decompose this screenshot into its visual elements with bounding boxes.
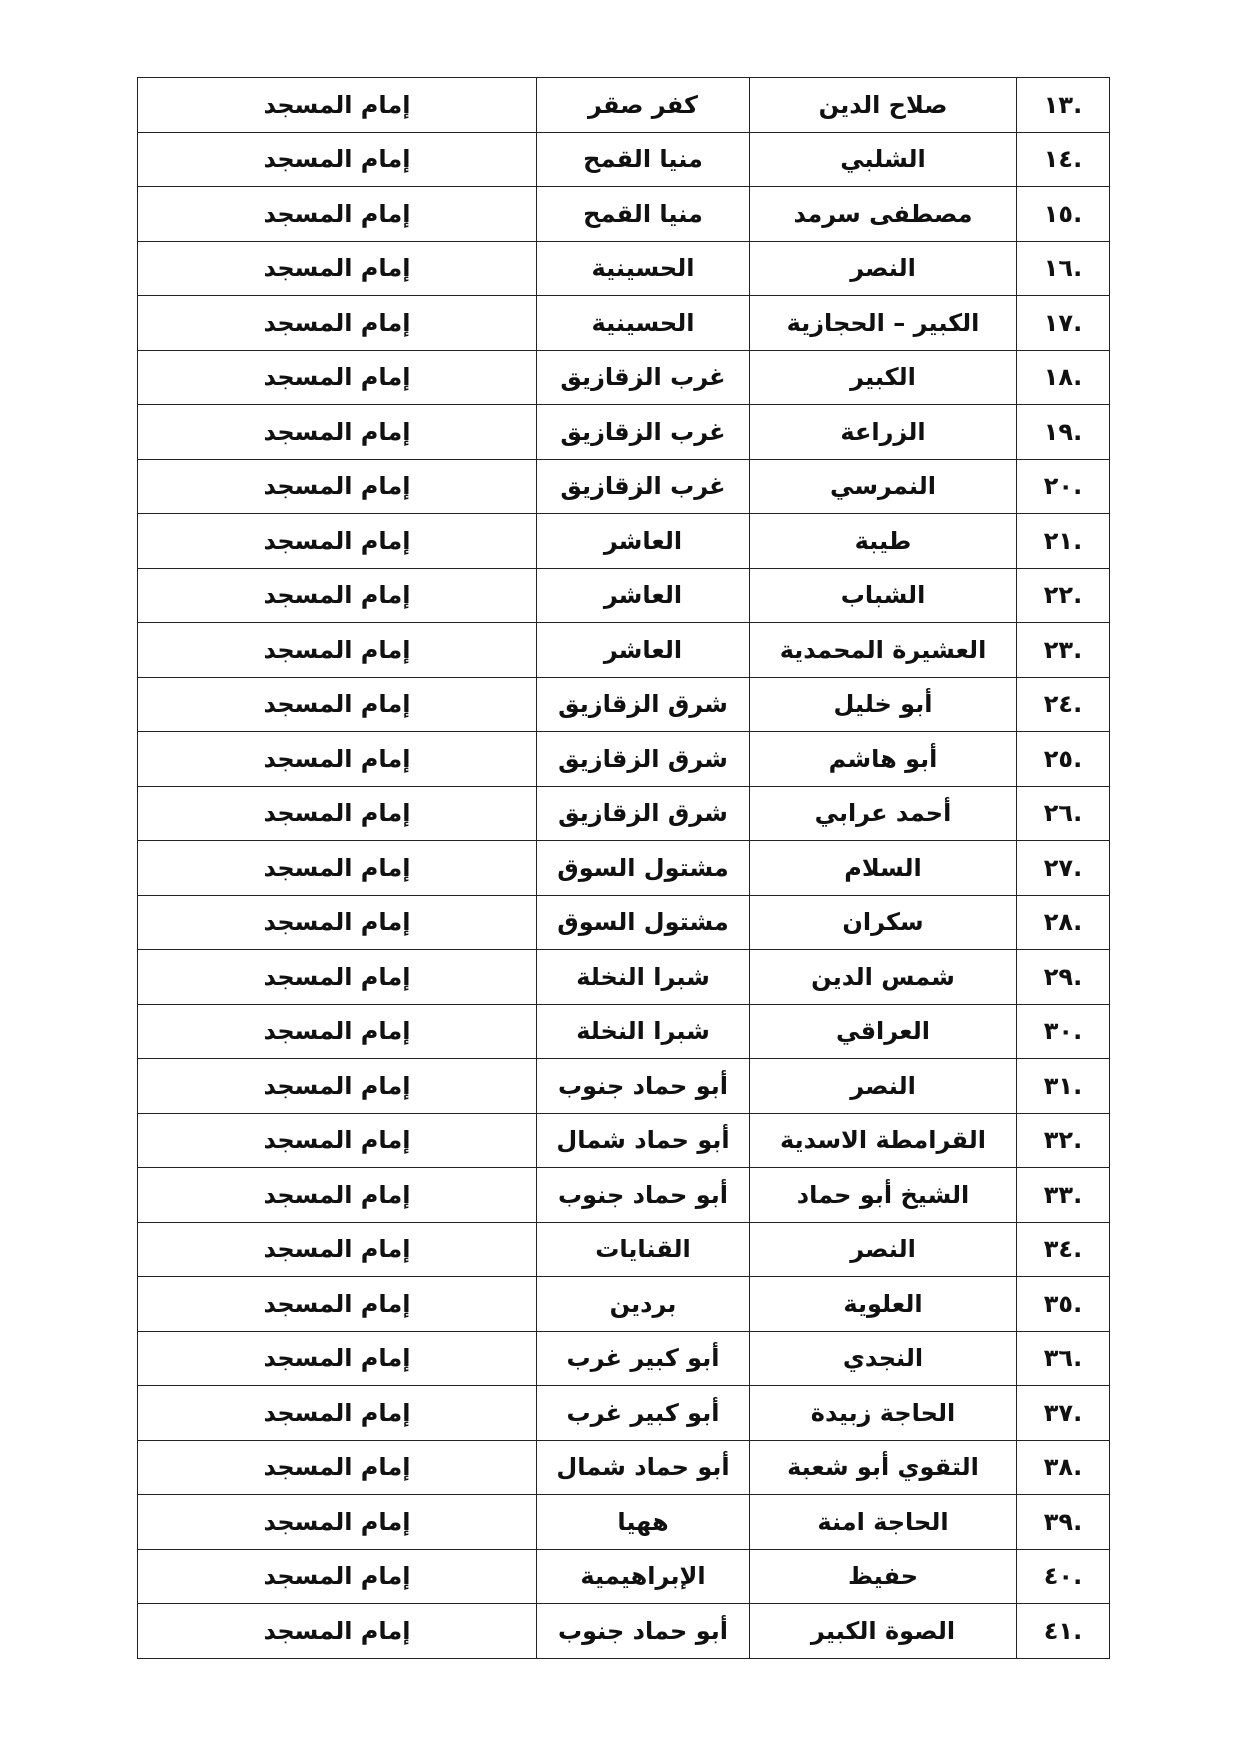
table-row bbox=[138, 78, 1110, 133]
role-cell: إمام المسجد bbox=[138, 1386, 537, 1441]
location-cell: غرب الزقازيق bbox=[537, 405, 750, 460]
mosque-name-cell: صلاح الدين bbox=[750, 78, 1017, 133]
row-number-cell: .٤٠ bbox=[1017, 1549, 1110, 1604]
role-cell: إمام المسجد bbox=[138, 78, 537, 133]
role-cell: إمام المسجد bbox=[138, 786, 537, 841]
row-number-cell: .٢٨ bbox=[1017, 895, 1110, 950]
role-cell: إمام المسجد bbox=[138, 841, 537, 896]
table-row bbox=[138, 459, 1110, 514]
role-cell: إمام المسجد bbox=[138, 241, 537, 296]
table-row bbox=[138, 405, 1110, 460]
role-cell: إمام المسجد bbox=[138, 1059, 537, 1114]
role-cell: إمام المسجد bbox=[138, 895, 537, 950]
mosque-name-cell: العلوية bbox=[750, 1277, 1017, 1332]
mosque-name-cell: النمرسي bbox=[750, 459, 1017, 514]
row-number-cell: .٢٢ bbox=[1017, 568, 1110, 623]
mosque-name-cell: العشيرة المحمدية bbox=[750, 623, 1017, 678]
mosque-name-cell: سكران bbox=[750, 895, 1017, 950]
role-cell: إمام المسجد bbox=[138, 732, 537, 787]
table-row bbox=[138, 132, 1110, 187]
table-row bbox=[138, 1331, 1110, 1386]
location-cell: أبو حماد جنوب bbox=[537, 1168, 750, 1223]
row-number-cell: .١٩ bbox=[1017, 405, 1110, 460]
location-cell: أبو حماد جنوب bbox=[537, 1059, 750, 1114]
role-cell: إمام المسجد bbox=[138, 623, 537, 678]
mosque-name-cell: التقوي أبو شعبة bbox=[750, 1440, 1017, 1495]
document-page bbox=[137, 77, 1105, 1659]
table-row bbox=[138, 1440, 1110, 1495]
location-cell: مشتول السوق bbox=[537, 841, 750, 896]
row-number-cell: .١٧ bbox=[1017, 296, 1110, 351]
table-row bbox=[138, 350, 1110, 405]
row-number-cell: .٣٢ bbox=[1017, 1113, 1110, 1168]
row-number-cell: .١٦ bbox=[1017, 241, 1110, 296]
table-row bbox=[138, 241, 1110, 296]
role-cell: إمام المسجد bbox=[138, 187, 537, 242]
mosque-name-cell: الكبير bbox=[750, 350, 1017, 405]
table-body bbox=[138, 78, 1110, 1659]
table-row bbox=[138, 568, 1110, 623]
table-row bbox=[138, 1277, 1110, 1332]
location-cell: أبو حماد جنوب bbox=[537, 1604, 750, 1659]
table-row bbox=[138, 732, 1110, 787]
mosque-name-cell: النصر bbox=[750, 1059, 1017, 1114]
mosque-name-cell: الصوة الكبير bbox=[750, 1604, 1017, 1659]
table-row bbox=[138, 950, 1110, 1005]
row-number-cell: .٢٤ bbox=[1017, 677, 1110, 732]
mosque-name-cell: حفيظ bbox=[750, 1549, 1017, 1604]
mosque-name-cell: السلام bbox=[750, 841, 1017, 896]
role-cell: إمام المسجد bbox=[138, 568, 537, 623]
location-cell: منيا القمح bbox=[537, 187, 750, 242]
row-number-cell: .٣٤ bbox=[1017, 1222, 1110, 1277]
mosque-name-cell: أبو هاشم bbox=[750, 732, 1017, 787]
row-number-cell: .٣١ bbox=[1017, 1059, 1110, 1114]
role-cell: إمام المسجد bbox=[138, 1277, 537, 1332]
role-cell: إمام المسجد bbox=[138, 296, 537, 351]
table-row bbox=[138, 1168, 1110, 1223]
row-number-cell: .٣٩ bbox=[1017, 1495, 1110, 1550]
row-number-cell: .٣٨ bbox=[1017, 1440, 1110, 1495]
location-cell: أبو حماد شمال bbox=[537, 1113, 750, 1168]
role-cell: إمام المسجد bbox=[138, 514, 537, 569]
location-cell: مشتول السوق bbox=[537, 895, 750, 950]
table-row bbox=[138, 1004, 1110, 1059]
table-row bbox=[138, 1495, 1110, 1550]
table-row bbox=[138, 1386, 1110, 1441]
row-number-cell: .٣٣ bbox=[1017, 1168, 1110, 1223]
table-row bbox=[138, 895, 1110, 950]
row-number-cell: .١٥ bbox=[1017, 187, 1110, 242]
imams-table bbox=[137, 77, 1110, 1659]
location-cell: منيا القمح bbox=[537, 132, 750, 187]
location-cell: العاشر bbox=[537, 514, 750, 569]
location-cell: غرب الزقازيق bbox=[537, 459, 750, 514]
location-cell: شبرا النخلة bbox=[537, 1004, 750, 1059]
row-number-cell: .٣٧ bbox=[1017, 1386, 1110, 1441]
role-cell: إمام المسجد bbox=[138, 405, 537, 460]
location-cell: العاشر bbox=[537, 623, 750, 678]
table-row bbox=[138, 1222, 1110, 1277]
location-cell: أبو حماد شمال bbox=[537, 1440, 750, 1495]
mosque-name-cell: أحمد عرابي bbox=[750, 786, 1017, 841]
role-cell: إمام المسجد bbox=[138, 1549, 537, 1604]
row-number-cell: .٣٥ bbox=[1017, 1277, 1110, 1332]
mosque-name-cell: طيبة bbox=[750, 514, 1017, 569]
role-cell: إمام المسجد bbox=[138, 132, 537, 187]
role-cell: إمام المسجد bbox=[138, 1440, 537, 1495]
mosque-name-cell: القرامطة الاسدية bbox=[750, 1113, 1017, 1168]
mosque-name-cell: أبو خليل bbox=[750, 677, 1017, 732]
row-number-cell: .٣٠ bbox=[1017, 1004, 1110, 1059]
row-number-cell: .٢٧ bbox=[1017, 841, 1110, 896]
role-cell: إمام المسجد bbox=[138, 1168, 537, 1223]
role-cell: إمام المسجد bbox=[138, 1004, 537, 1059]
row-number-cell: .٣٦ bbox=[1017, 1331, 1110, 1386]
mosque-name-cell: الشلبي bbox=[750, 132, 1017, 187]
row-number-cell: .٢٦ bbox=[1017, 786, 1110, 841]
location-cell: القنايات bbox=[537, 1222, 750, 1277]
role-cell: إمام المسجد bbox=[138, 1495, 537, 1550]
row-number-cell: .١٣ bbox=[1017, 78, 1110, 133]
mosque-name-cell: النجدي bbox=[750, 1331, 1017, 1386]
row-number-cell: .٢٩ bbox=[1017, 950, 1110, 1005]
row-number-cell: .٤١ bbox=[1017, 1604, 1110, 1659]
role-cell: إمام المسجد bbox=[138, 677, 537, 732]
location-cell: الحسينية bbox=[537, 296, 750, 351]
location-cell: ههيا bbox=[537, 1495, 750, 1550]
location-cell: كفر صقر bbox=[537, 78, 750, 133]
table-row bbox=[138, 514, 1110, 569]
location-cell: شرق الزقازيق bbox=[537, 786, 750, 841]
role-cell: إمام المسجد bbox=[138, 1604, 537, 1659]
table-row bbox=[138, 1549, 1110, 1604]
row-number-cell: .٢٠ bbox=[1017, 459, 1110, 514]
table-row bbox=[138, 841, 1110, 896]
role-cell: إمام المسجد bbox=[138, 1222, 537, 1277]
role-cell: إمام المسجد bbox=[138, 459, 537, 514]
table-row bbox=[138, 296, 1110, 351]
row-number-cell: .٢١ bbox=[1017, 514, 1110, 569]
mosque-name-cell: الحاجة زبيدة bbox=[750, 1386, 1017, 1441]
location-cell: أبو كبير غرب bbox=[537, 1386, 750, 1441]
location-cell: شرق الزقازيق bbox=[537, 732, 750, 787]
table-row bbox=[138, 187, 1110, 242]
mosque-name-cell: الحاجة امنة bbox=[750, 1495, 1017, 1550]
row-number-cell: .١٤ bbox=[1017, 132, 1110, 187]
mosque-name-cell: شمس الدين bbox=[750, 950, 1017, 1005]
location-cell: شرق الزقازيق bbox=[537, 677, 750, 732]
location-cell: الإبراهيمية bbox=[537, 1549, 750, 1604]
table-row bbox=[138, 1113, 1110, 1168]
location-cell: أبو كبير غرب bbox=[537, 1331, 750, 1386]
mosque-name-cell: النصر bbox=[750, 1222, 1017, 1277]
location-cell: شبرا النخلة bbox=[537, 950, 750, 1005]
location-cell: غرب الزقازيق bbox=[537, 350, 750, 405]
mosque-name-cell: مصطفى سرمد bbox=[750, 187, 1017, 242]
table-row bbox=[138, 786, 1110, 841]
table-row bbox=[138, 623, 1110, 678]
mosque-name-cell: العراقي bbox=[750, 1004, 1017, 1059]
mosque-name-cell: الشيخ أبو حماد bbox=[750, 1168, 1017, 1223]
mosque-name-cell: الشباب bbox=[750, 568, 1017, 623]
row-number-cell: .٢٥ bbox=[1017, 732, 1110, 787]
mosque-name-cell: الزراعة bbox=[750, 405, 1017, 460]
location-cell: بردين bbox=[537, 1277, 750, 1332]
role-cell: إمام المسجد bbox=[138, 950, 537, 1005]
mosque-name-cell: النصر bbox=[750, 241, 1017, 296]
location-cell: العاشر bbox=[537, 568, 750, 623]
table-row bbox=[138, 1059, 1110, 1114]
location-cell: الحسينية bbox=[537, 241, 750, 296]
role-cell: إمام المسجد bbox=[138, 350, 537, 405]
row-number-cell: .١٨ bbox=[1017, 350, 1110, 405]
mosque-name-cell: الكبير – الحجازية bbox=[750, 296, 1017, 351]
role-cell: إمام المسجد bbox=[138, 1113, 537, 1168]
row-number-cell: .٢٣ bbox=[1017, 623, 1110, 678]
table-row bbox=[138, 1604, 1110, 1659]
table-row bbox=[138, 677, 1110, 732]
role-cell: إمام المسجد bbox=[138, 1331, 537, 1386]
